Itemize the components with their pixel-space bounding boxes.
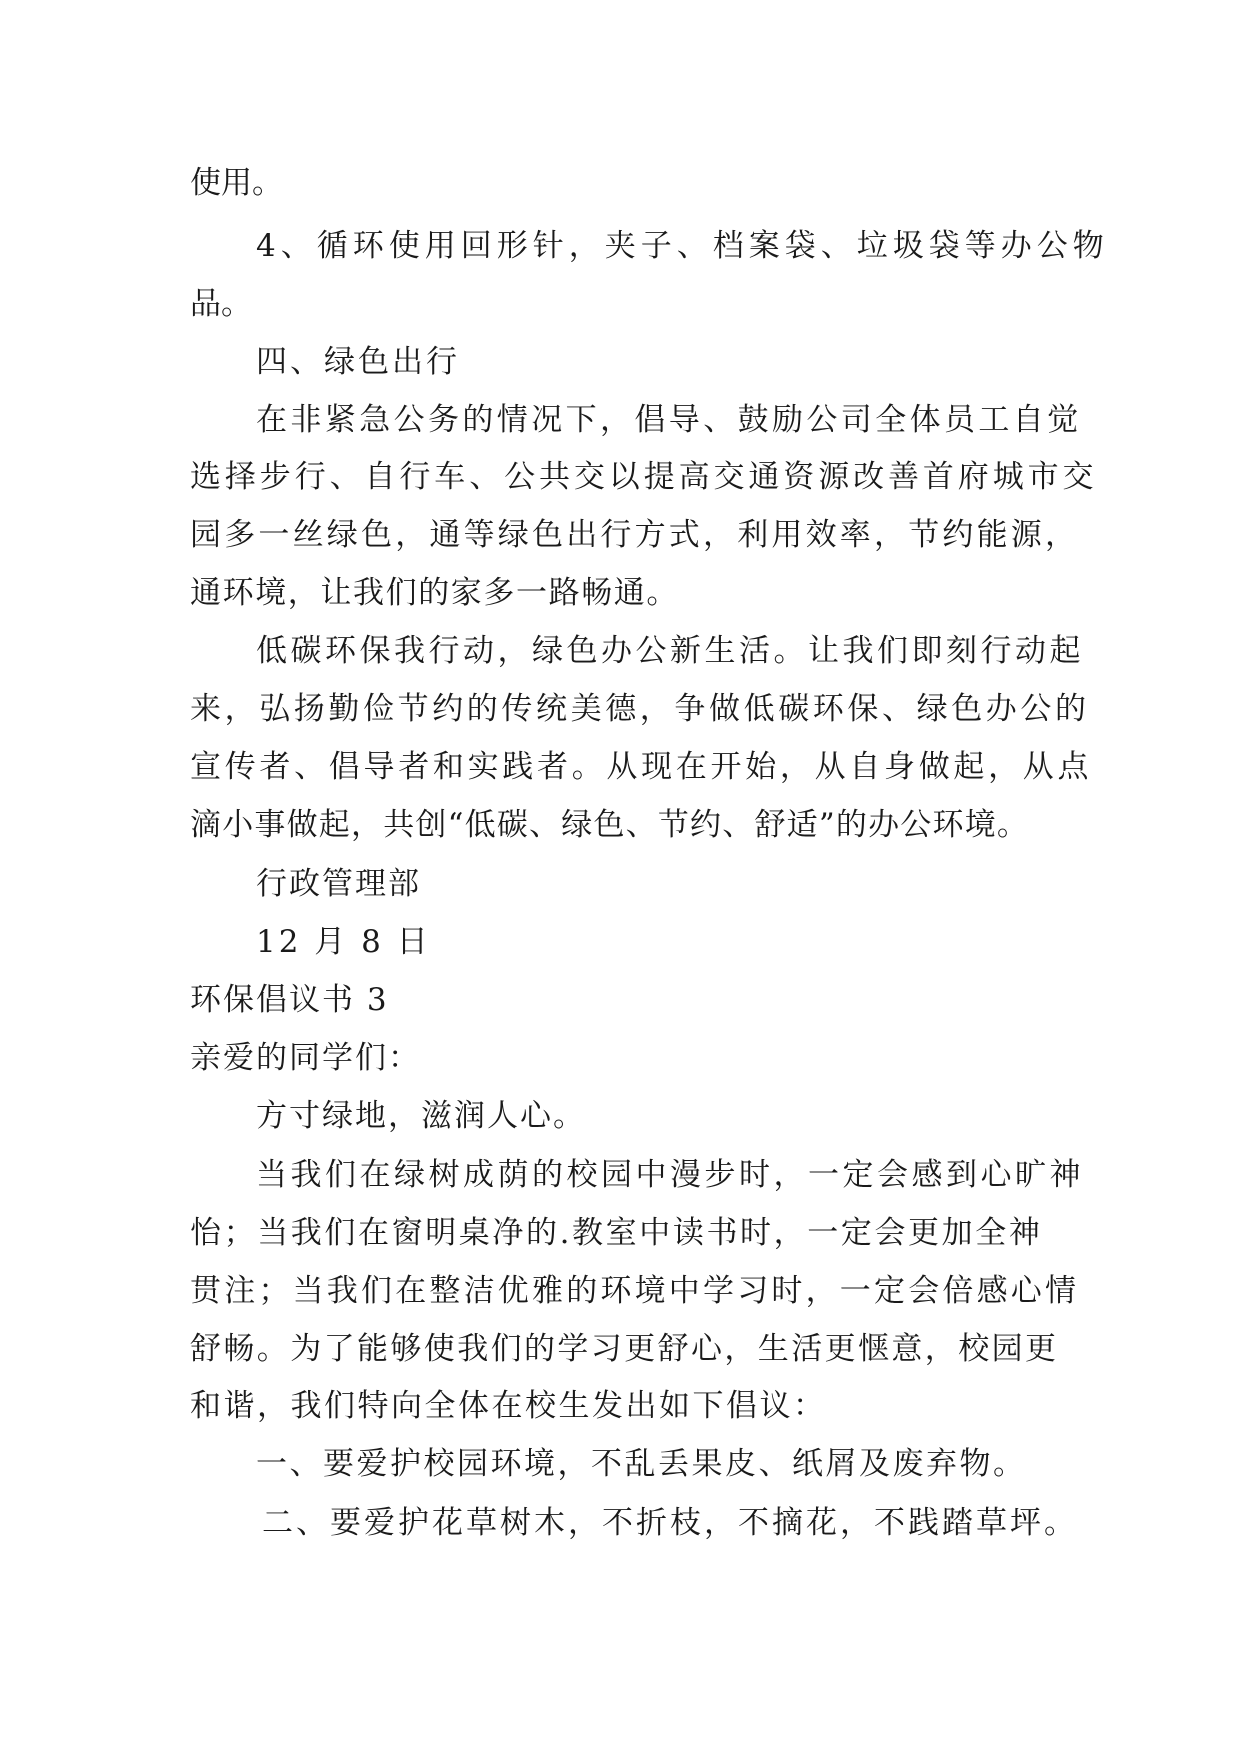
text-line: 来，弘扬勤俭节约的传统美德，争做低碳环保、绿色办公的 bbox=[190, 691, 1090, 727]
text-line: 方寸绿地，滋润人心。 bbox=[256, 1098, 586, 1134]
text-line: 怡；当我们在窗明桌净的.教室中读书时，一定会更加全神 bbox=[190, 1215, 1043, 1251]
text-line: 和谐，我们特向全体在校生发出如下倡议： bbox=[190, 1388, 827, 1424]
text-line: 滴小事做起，共创“低碳、绿色、节约、舒适”的办公环境。 bbox=[190, 807, 1030, 843]
text-line: 使用。 bbox=[190, 165, 283, 201]
text-line: 4、循环使用回形针，夹子、档案袋、垃圾袋等办公物 bbox=[256, 228, 1109, 264]
text-line: 选择步行、自行车、公共交以提高交通资源改善首府城市交 bbox=[190, 459, 1098, 495]
text-line: 宣传者、倡导者和实践者。从现在开始，从自身做起，从点 bbox=[190, 749, 1093, 785]
signature-department: 行政管理部 bbox=[256, 866, 421, 902]
text-line: 通环境，让我们的家多一路畅通。 bbox=[190, 575, 679, 611]
text-line: 园多一丝绿色，通等绿色出行方式，利用效率，节约能源， bbox=[190, 517, 1080, 553]
signature-date: 12 月 8 日 bbox=[256, 924, 431, 960]
text-line: 贯注；当我们在整洁优雅的环境中学习时，一定会倍感心情 bbox=[190, 1273, 1080, 1309]
text-line: 舒畅。为了能够使我们的学习更舒心，生活更惬意，校园更 bbox=[190, 1331, 1059, 1367]
section-heading: 四、绿色出行 bbox=[256, 344, 460, 380]
text-line: 低碳环保我行动，绿色办公新生活。让我们即刻行动起 bbox=[256, 633, 1084, 669]
text-line: 当我们在绿树成荫的校园中漫步时，一定会感到心旷神 bbox=[256, 1157, 1084, 1193]
text-line: 品。 bbox=[190, 286, 252, 322]
text-line: 一、要爱护校园环境，不乱丢果皮、纸屑及废弃物。 bbox=[256, 1446, 1027, 1482]
text-line: 二、要爱护花草树木，不折枝，不摘花，不践踏草坪。 bbox=[262, 1505, 1078, 1541]
document-title: 环保倡议书 3 bbox=[190, 982, 389, 1018]
salutation: 亲爱的同学们： bbox=[190, 1040, 421, 1076]
text-line: 在非紧急公务的情况下，倡导、鼓励公司全体员工自觉 bbox=[256, 402, 1082, 438]
